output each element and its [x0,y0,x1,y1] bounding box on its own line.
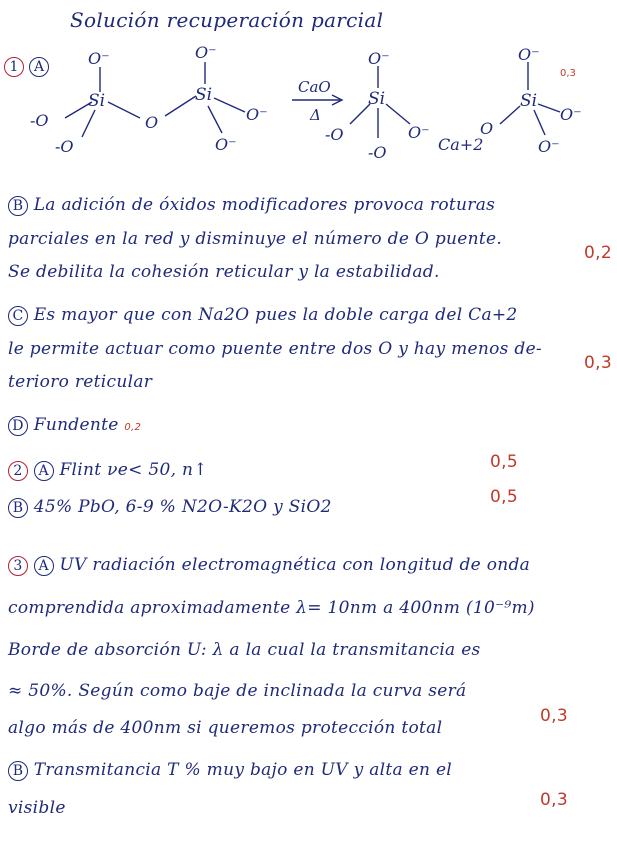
silicate-structure-diagram [0,40,617,175]
bridging-o-label: O [480,119,494,138]
q1-c-text-3: terioro reticular [8,372,153,392]
minus-o-label: -O [30,111,49,130]
q3-a-marker: A [34,556,54,576]
o-minus-label: O⁻ [195,43,217,62]
minus-o-label: -O [55,137,74,156]
question-3-number: 3 [8,556,28,576]
q3-b-text-2: visible [8,798,66,818]
si-label: Si [520,91,538,111]
q2-a-marker: A [34,461,54,481]
o-minus-label: O⁻ [518,45,540,64]
q1-a-marker: A [29,57,49,77]
q3-b-marker: B [8,761,28,781]
question-2-number: 2 [8,461,28,481]
q2-a-text: Flint νe< 50, n↑ [59,460,208,480]
q3-a-text-2: comprendida aproximadamente λ= 10nm a 400nm (10⁻⁹m) [8,598,535,618]
q3-a-text-3: Borde de absorción U: λ a la cual la transmitancia es [8,640,481,660]
score-1a: 0,3 [560,68,576,79]
o-minus-label: O⁻ [246,105,268,124]
page-title: Solución recuperación parcial [70,8,384,32]
calcium-ion-label: Ca+2 [438,135,484,154]
o-minus-label: O⁻ [408,123,430,142]
q1-d-line [8,415,141,436]
o-minus-label: O⁻ [368,49,390,68]
q3-b-line-1 [8,760,452,781]
q1-b-text-3: Se debilita la cohesión reticular y la estabilidad. [8,262,440,282]
heat-label: Δ [310,106,321,124]
q3-a-text-1: UV radiación electromagnética con longitud de onda [59,555,531,575]
si-label: Si [195,85,213,105]
q2-b-line [8,497,332,518]
o-minus-label: O⁻ [538,137,560,156]
si-label: Si [368,89,386,109]
score-1b: 0,2 [584,243,612,263]
o-minus-label: O⁻ [560,105,582,124]
q1-d-text: Fundente [33,415,119,435]
si-label: Si [88,91,106,111]
q1-c-marker: C [8,306,28,326]
reagent-label: CaO [298,78,331,96]
q1-c-text-1: Es mayor que con Na2O pues la doble carga del Ca+2 [33,305,518,325]
q3-a-text-5: algo más de 400nm si queremos protección total [8,718,443,738]
minus-o-label: -O [368,143,387,162]
q3-b-text-1: Transmitancia T % muy bajo en UV y alta en el [33,760,453,780]
minus-o-label: -O [325,125,344,144]
q1-b-text-2: parciales en la red y disminuye el número de O puente. [8,229,503,249]
q3-a-text-4: ≈ 50%. Según como baje de inclinada la curva será [8,681,467,701]
q2-b-marker: B [8,498,28,518]
o-minus-label: O⁻ [88,49,110,68]
q1-c-line-1 [8,305,518,326]
q1-c-text-2: le permite actuar como puente entre dos O y hay menos de- [8,339,542,359]
question-1-number: 1 [4,57,24,77]
q2-a-line [8,460,208,481]
q2-b-text: 45% PbO, 6-9 % N2O-K2O y SiO2 [33,497,332,517]
q1-b-marker: B [8,196,28,216]
q1-d-marker: D [8,416,28,436]
score-1d: 0,2 [124,422,142,433]
score-1c: 0,3 [584,353,612,373]
score-3b: 0,3 [540,790,568,810]
q3-a-line-1 [8,555,530,576]
o-minus-label: O⁻ [215,135,237,154]
q1-b-text-1: La adición de óxidos modificadores provoca roturas [33,195,496,215]
bridging-o-label: O [145,113,159,132]
q1-b-line-1 [8,195,495,216]
score-2a: 0,5 [490,452,518,472]
score-3a: 0,3 [540,706,568,726]
score-2b: 0,5 [490,487,518,507]
